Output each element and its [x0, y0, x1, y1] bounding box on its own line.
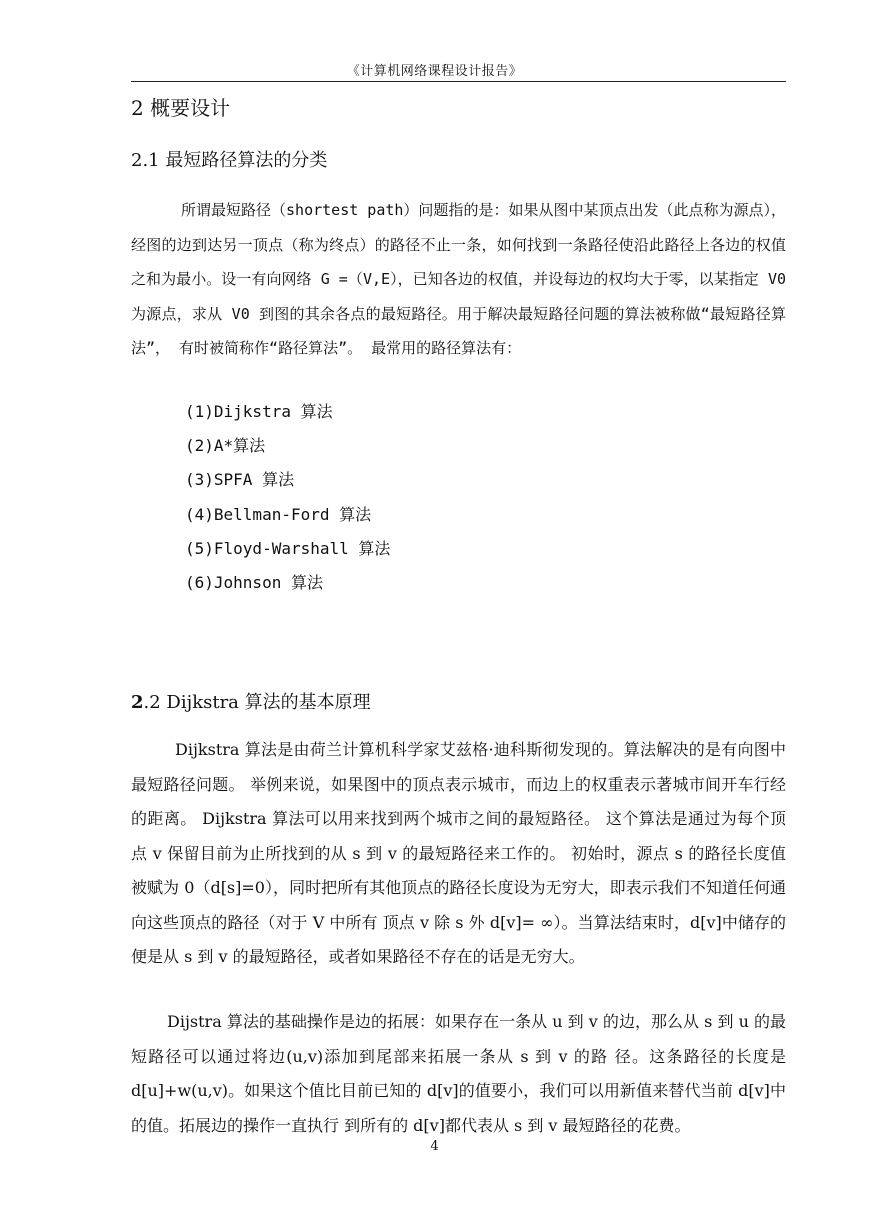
- algorithm-list: [185, 395, 390, 600]
- intro-text: 所谓最短路径（shortest path）问题指的是：如果从图中某顶点出发（此点称为源点），经图的边到达另一顶点（称为终点）的路径不止一条，如何找到一条路径使沿此路径上各边的权值之和为最小。设一有向网络 G =（V,E），已知各边的权值，并设每边的权均大于零，以某指定 V0 为源点，求从 V0 到图的其余各点的最短路径。用于解决最短路径问题的算法被称做“最短路径算法”， 有时被简称作“路径算法”。 最常用的路径算法有：: [131, 201, 786, 357]
- list-item: (2)A*算法: [185, 436, 266, 456]
- section-title: 2 概要设计: [131, 96, 231, 120]
- dijkstra-text-2: Dijstra 算法的基础操作是边的拓展：如果存在一条从 u 到 v 的边，那么从 s 到 u 的最短路径可以通过将边(u,v)添加到尾部来拓展一条从 s 到 v 的路 径。这条路径的长度是 d[u]+w(u,v)。如果这个值比目前已知的 d[v]的值要小，我们可以用新值来替代当前 d[v]中的值。拓展边的操作一直执行 到所有的 d[v]都代表从 s 到 v 最短路径的花费。: [131, 1012, 786, 1135]
- subsection-number-bold: 2: [131, 692, 144, 713]
- list-item: (5)Floyd-Warshall 算法: [185, 538, 391, 558]
- subsection-title-2-2: [131, 688, 371, 714]
- list-item: (1)Dijkstra 算法: [185, 402, 333, 421]
- running-header: 《计算机网络课程设计报告》: [346, 64, 523, 79]
- dijkstra-paragraph-2: [131, 1005, 786, 1143]
- list-item: (3)SPFA 算法: [185, 470, 295, 490]
- intro-paragraph: [131, 193, 786, 366]
- list-item: (6)Johnson 算法: [185, 572, 323, 592]
- list-item: (4)Bellman-Ford 算法: [185, 504, 372, 524]
- header-rule: [131, 81, 786, 82]
- dijkstra-paragraph-1: [131, 733, 786, 975]
- subsection-title-text: .2 Dijkstra 算法的基本原理: [143, 692, 371, 713]
- subsection-title-2-1: 2.1 最短路径算法的分类: [131, 150, 328, 171]
- dijkstra-text-1: Dijkstra 算法是由荷兰计算机科学家艾兹格·迪科斯彻发现的。算法解决的是有向图中最短路径问题。 举例来说，如果图中的顶点表示城市，而边上的权重表示著城市间开车行经的距离。 Dijkstra 算法可以用来找到两个城市之间的最短路径。 这个算法是通过为每个顶点 v 保留目前为止所找到的从 s 到 v 的最短路径来工作的。 初始时，源点 s 的路径长度值被赋为 0（d[s]=0），同时把所有其他顶点的路径长度设为无穷大，即表示我们不知道任何通向这些顶点的路径（对于 V 中所有 顶点 v 除 s 外 d[v]= ∞）。当算法结束时，d[v]中储存的便是从 s 到 v 的最短路径，或者如果路径不存在的话是无穷大。: [131, 740, 786, 966]
- page-number: 4: [430, 1139, 439, 1154]
